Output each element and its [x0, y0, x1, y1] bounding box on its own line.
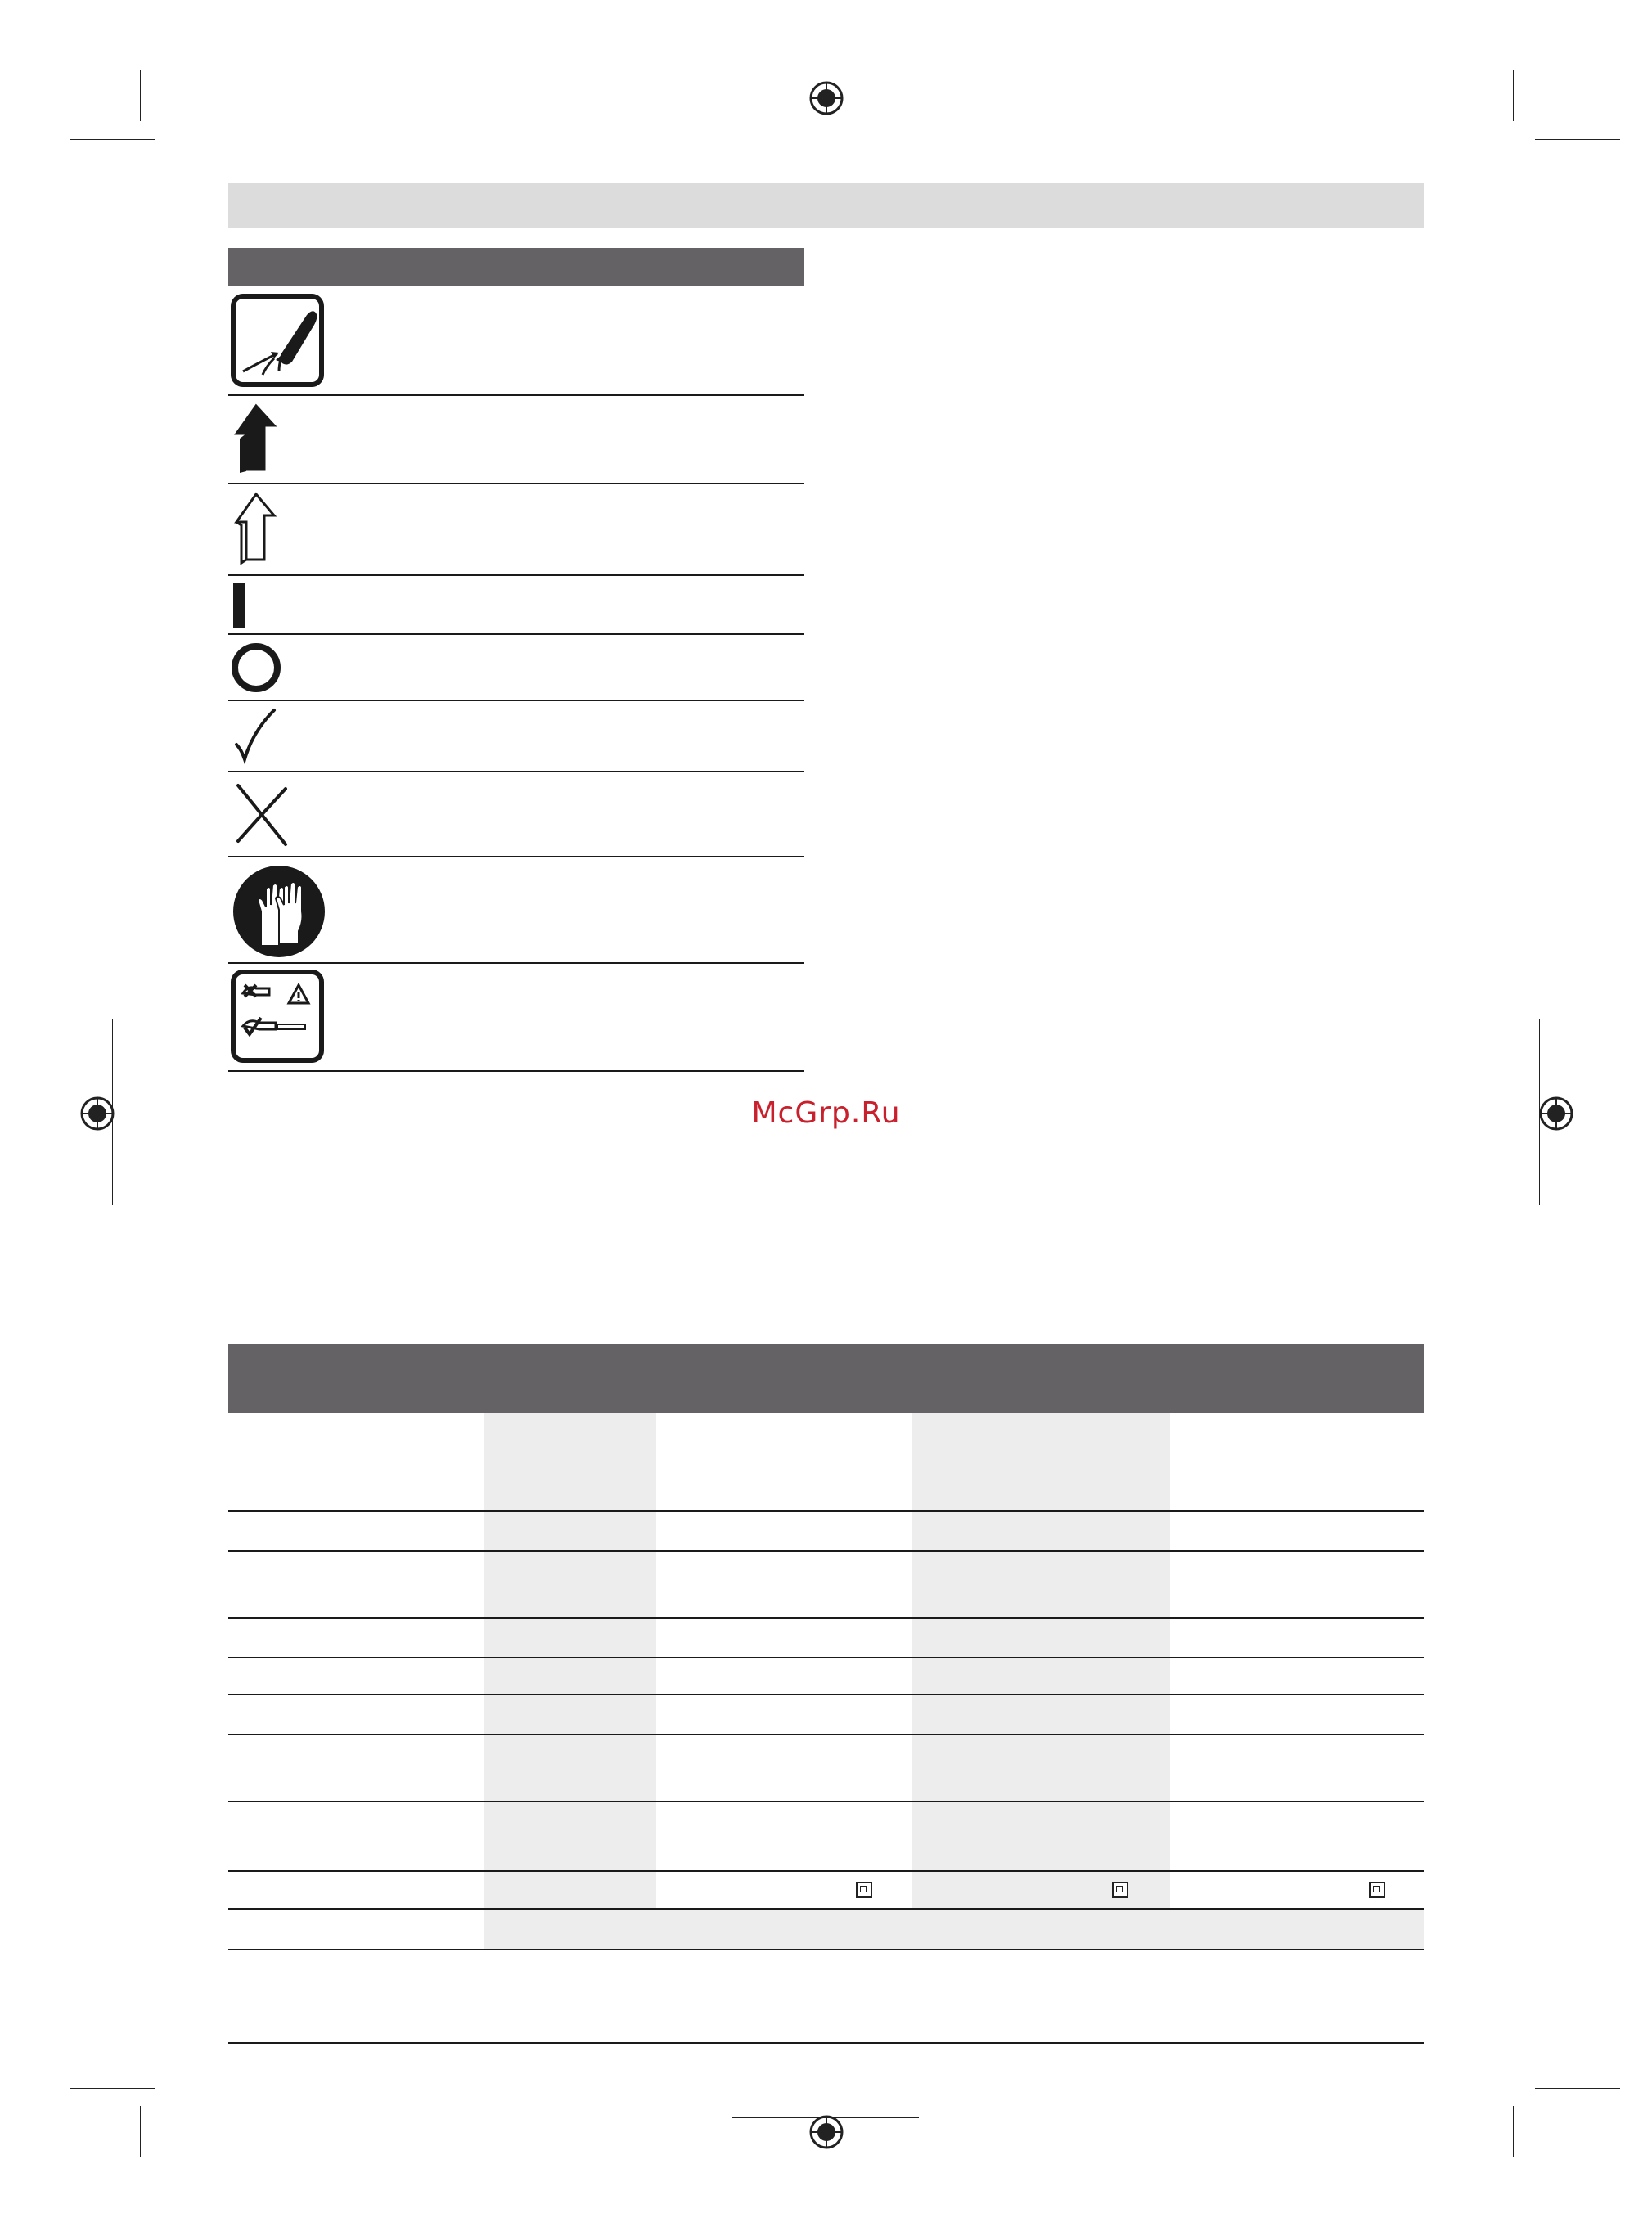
page-header-bar: [228, 183, 1424, 228]
crop-mark: [1513, 2106, 1514, 2157]
registration-mark-icon: [79, 1096, 115, 1136]
table-row-divider: [228, 1694, 1424, 1695]
no-hand-contact-icon: [228, 969, 326, 1069]
row-divider: [228, 574, 804, 576]
arrow-outline-up-icon: [228, 491, 286, 569]
watermark: McGrp.Ru: [751, 1096, 901, 1130]
row-divider: [228, 856, 804, 857]
table-row-divider: [228, 1949, 1424, 1950]
row-divider: [228, 633, 804, 635]
arrow-filled-up-icon: [228, 403, 286, 480]
symbols-table-header: [228, 248, 804, 286]
row-divider: [228, 700, 804, 701]
table-row-divider: [228, 1657, 1424, 1658]
protection-class-icon: [1369, 1882, 1385, 1898]
tech-data-table-header: [228, 1344, 1424, 1413]
row-divider: [228, 771, 804, 772]
registration-mark-icon: [808, 2114, 844, 2154]
off-circle-icon: [228, 640, 286, 701]
crop-mark: [70, 2088, 155, 2089]
row-divider: [228, 962, 804, 964]
registration-mark-icon: [808, 80, 844, 120]
table-row-divider: [228, 1617, 1424, 1619]
on-bar-icon: [228, 581, 253, 634]
protection-class-icon: [856, 1882, 872, 1898]
gloves-icon: [228, 864, 326, 963]
crop-mark: [140, 70, 141, 121]
crop-mark: [70, 139, 155, 140]
checkmark-icon: [228, 707, 286, 770]
aspiration-icon: [228, 293, 326, 395]
table-row-divider: [228, 1801, 1424, 1802]
table-row-divider: [228, 1908, 1424, 1910]
table-column-shade: [484, 1413, 656, 1910]
table-merged-row-shade: [484, 1910, 1424, 1949]
table-column-shade: [912, 1413, 1170, 1910]
crop-mark: [140, 2106, 141, 2157]
crop-mark: [1513, 70, 1514, 121]
table-row-divider: [228, 1550, 1424, 1552]
cross-icon: [228, 779, 294, 852]
crop-mark: [1535, 139, 1620, 140]
registration-mark-icon: [1538, 1096, 1574, 1136]
table-row-divider: [228, 1734, 1424, 1735]
table-row-divider: [228, 1510, 1424, 1512]
row-divider: [228, 394, 804, 396]
table-row-divider: [228, 2042, 1424, 2044]
protection-class-icon: [1112, 1882, 1128, 1898]
table-row-divider: [228, 1870, 1424, 1872]
row-divider: [228, 1070, 804, 1072]
row-divider: [228, 483, 804, 484]
crop-mark: [1535, 2088, 1620, 2089]
